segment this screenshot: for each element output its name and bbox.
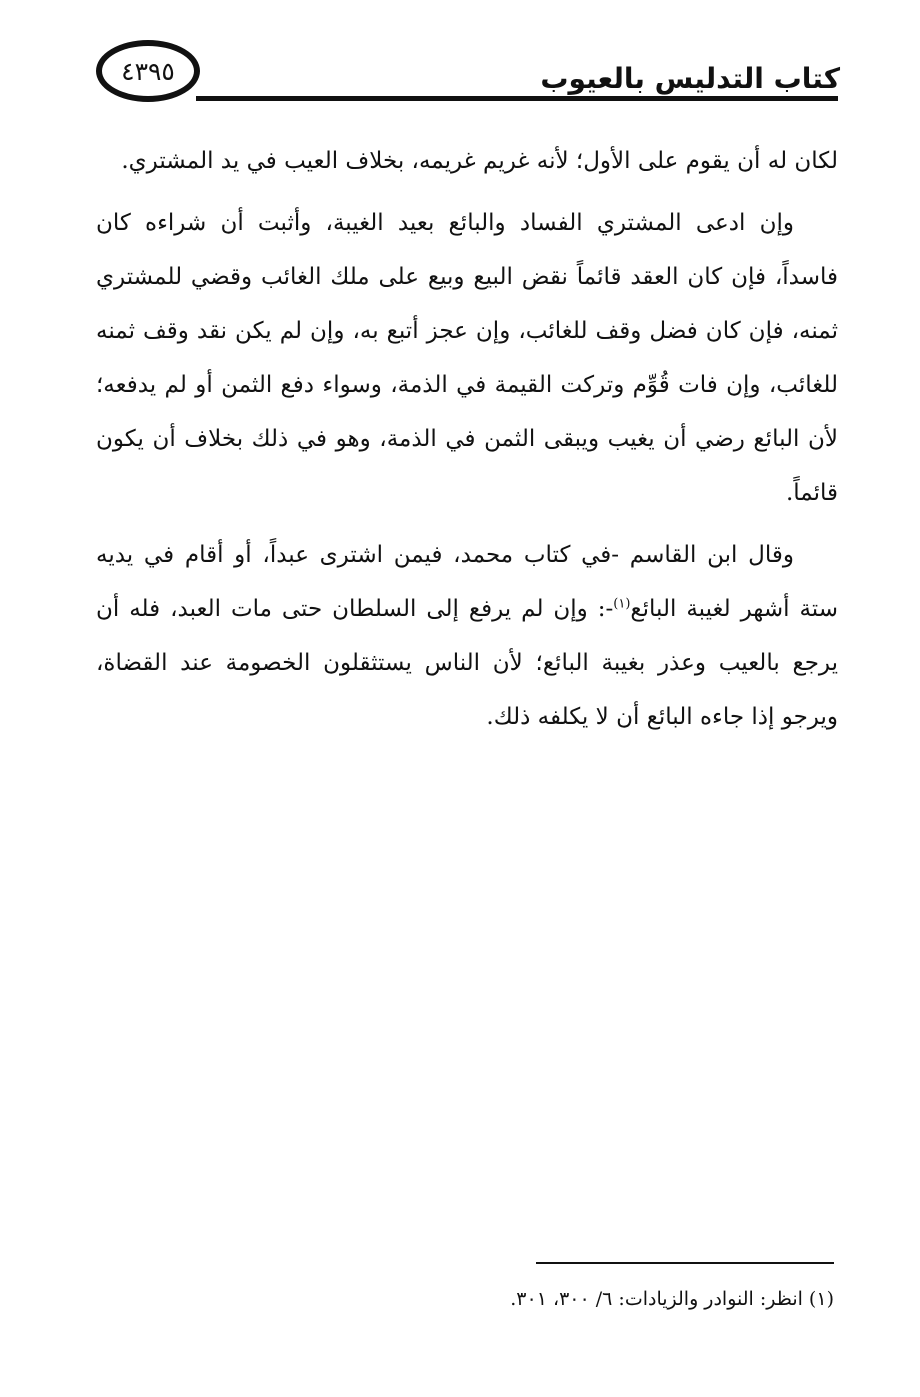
book-title: كتاب التدليس بالعيوب (540, 62, 840, 95)
page-number: ٤٣٩٥ (96, 40, 200, 102)
header-rule (196, 96, 838, 101)
footnote: (١) انظر: النوادر والزيادات: ٦/ ٣٠٠، ٣٠١. (510, 1288, 834, 1310)
footnote-reference[interactable]: (١) (613, 596, 631, 612)
paragraph-3-part-1: وقال ابن القاسم -في كتاب محمد، فيمن اشترى عبداً، أو أقام في يديه ستة أشهر لغيبة البائع (96, 542, 838, 622)
paragraph-2: وإن ادعى المشتري الفساد والبائع بعيد الغيبة، وأثبت أن شراءه كان فاسداً، فإن كان العقد قائماً نقض البيع وبيع على ملك الغائب وقضي للمشتري ثمنه، فإن كان فضل وقف للغائب، وإن عجز أتبع به، وإن لم يكن نقد وقف ثمنه للغائب، وإن فات قُوِّم وتركت القيمة في الذمة، وسواء دفع الثمن أو لم يدفعه؛ لأن البائع رضي أن يغيب ويبقى الثمن في الذمة، وهو في ذلك بخلاف أن يكون قائماً. (96, 210, 838, 506)
paragraph-3-part-2: -: وإن لم يرفع إلى السلطان حتى مات العبد، فله أن يرجع بالعيب وعذر بغيبة البائع؛ لأن الناس يستثقلون الخصومة عند القضاة، ويرجو إذا جاءه البائع أن لا يكلفه ذلك. (96, 596, 838, 730)
paragraph-1: لكان له أن يقوم على الأول؛ لأنه غريم غريمه، بخلاف العيب في يد المشتري. (121, 148, 838, 174)
main-text (96, 134, 838, 752)
page-header (0, 0, 920, 120)
footnote-separator (536, 1262, 834, 1264)
paragraph-3 (96, 528, 838, 744)
